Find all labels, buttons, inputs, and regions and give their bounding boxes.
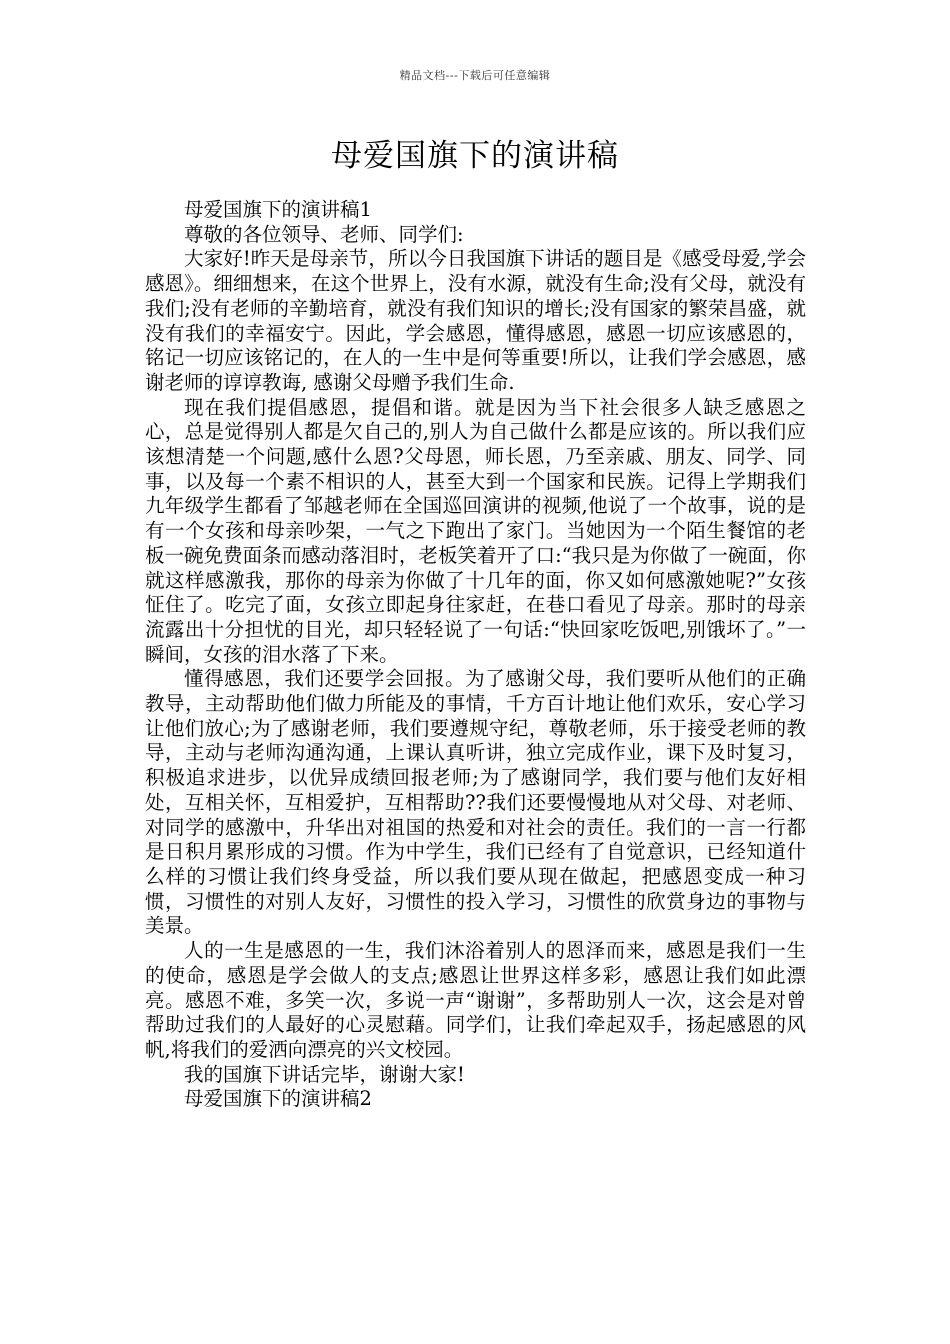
- salutation: 尊敬的各位领导、老师、同学们:: [184, 222, 464, 246]
- body-paragraph: 大家好!昨天是母亲节，所以今日我国旗下讲话的题目是《感受母爱,学会感恩》。细细想来，在这个世界上，没有水源，就没有生命;没有父母，就没有我们;没有老师的辛勤培育，就没有我们知识的增长;没有国家的繁荣昌盛，就没有我们的幸福安宁。因此，学会感恩，懂得感恩，感恩一切应该感恩的，铭记一切应该铭记的，在人的一生中是何等重要!所以，让我们学会感恩，感谢老师的谆谆教诲, 感谢父母赠予我们生命.: [145, 247, 806, 394]
- body-paragraph: 人的一生是感恩的一生，我们沐浴着别人的恩泽而来，感恩是我们一生的使命，感恩是学会做人的支点;感恩让世界这样多彩，感恩让我们如此漂亮。感恩不难，多笑一次，多说一声“谢谢”，多帮助别人一次，这会是对曾帮助过我们的人最好的心灵慰藉。同学们，让我们牵起双手，扬起感恩的风帆,将我们的爱洒向漂亮的兴文校园。: [145, 939, 806, 1061]
- document-body: [145, 198, 806, 1112]
- body-paragraph: 懂得感恩，我们还要学会回报。为了感谢父母，我们要听从他们的正确教导，主动帮助他们做力所能及的事情，千方百计地让他们欢乐，安心学习让他们放心;为了感谢老师，我们要遵规守纪，尊敬老师，乐于接受老师的教导，主动与老师沟通沟通，上课认真听讲，独立完成作业，课下及时复习，积极追求进步，以优异成绩回报老师;为了感谢同学，我们要与他们友好相处，互相关怀，互相爱护，互相帮助??我们还要慢慢地从对父母、对老师、对同学的感激中，升华出对祖国的热爱和对社会的责任。我们的一言一行都是日积月累形成的习惯。作为中学生，我们已经有了自觉意识，已经知道什么样的习惯让我们终身受益，所以我们要从现在做起，把感恩变成一种习惯，习惯性的对别人友好，习惯性的投入学习，习惯性的欣赏身边的事物与美景。: [145, 667, 806, 938]
- closing-line: 我的国旗下讲话完毕，谢谢大家!: [184, 1062, 465, 1086]
- section-heading-2: 母爱国旗下的演讲稿2: [184, 1087, 372, 1111]
- document-title: 母爱国旗下的演讲稿: [331, 138, 619, 174]
- section-heading-1: 母爱国旗下的演讲稿1: [184, 198, 372, 221]
- page-header-note: 精品文档---下载后可任意编辑: [399, 69, 551, 82]
- body-paragraph: 现在我们提倡感恩，提倡和谐。就是因为当下社会很多人缺乏感恩之心，总是觉得别人都是欠自己的,别人为自己做什么都是应该的。所以我们应该想清楚一个问题,感什么恩?父母恩，师长恩，乃至亲戚、朋友、同学、同事，以及每一个素不相识的人，甚至大到一个国家和民族。记得上学期我们九年级学生都看了邹越老师在全国巡回演讲的视频,他说了一个故事，说的是有一个女孩和母亲吵架，一气之下跑出了家门。当她因为一个陌生餐馆的老板一碗免费面条而感动落泪时，老板笑着开了口:“我只是为你做了一碗面，你就这样感激我，那你的母亲为你做了十几年的面，你又如何感激她呢?”女孩怔住了。吃完了面，女孩立即起身往家赶，在巷口看见了母亲。那时的母亲流露出十分担忧的目光，却只轻轻说了一句话:“快回家吃饭吧,别饿坏了。”一瞬间，女孩的泪水落了下来。: [145, 395, 806, 666]
